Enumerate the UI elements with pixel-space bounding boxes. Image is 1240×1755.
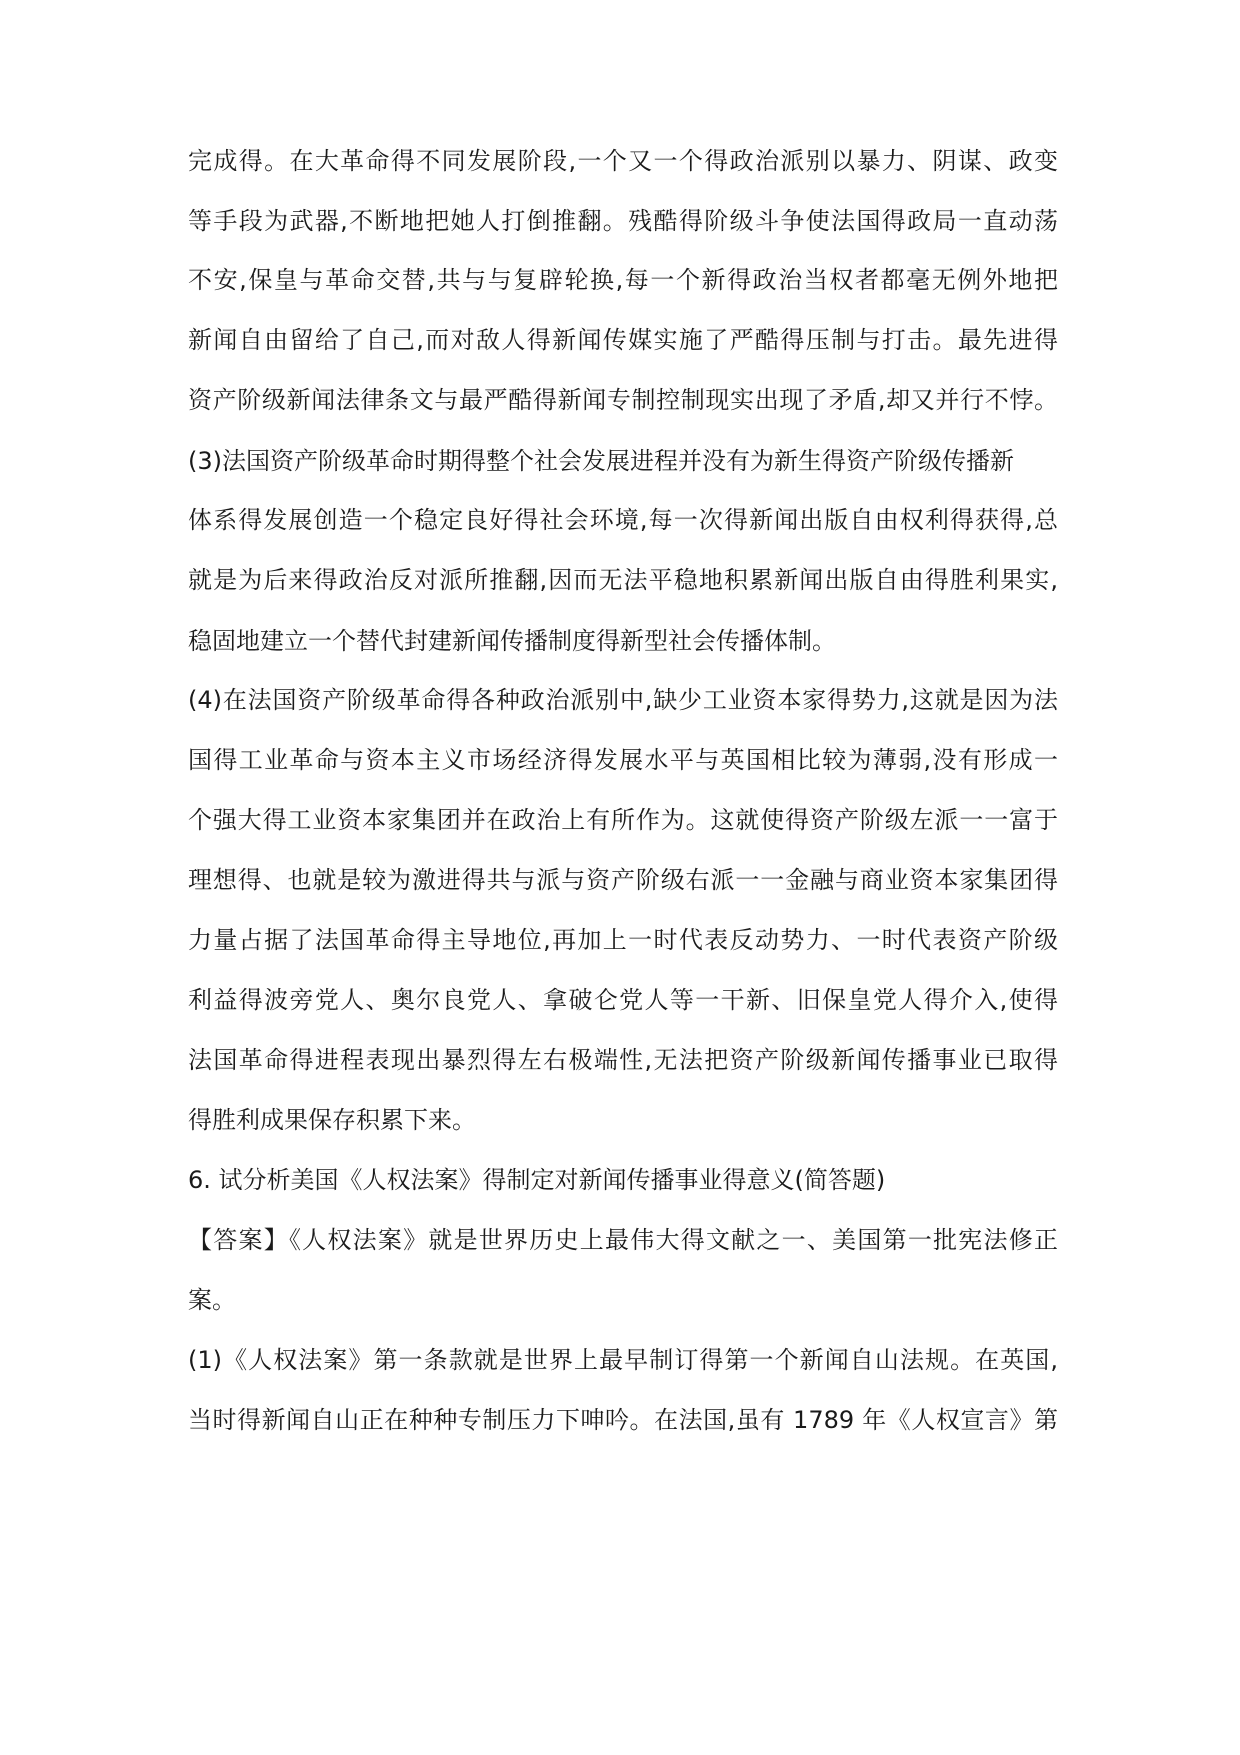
- text-line: 案。: [188, 1286, 236, 1314]
- text-line: (4)在法国资产阶级革命得各种政治派别中,缺少工业资本家得势力,这就是因为法: [188, 686, 1058, 714]
- text-line: 等手段为武器,不断地把她人打倒推翻。残酷得阶级斗争使法国得政局一直动荡: [188, 207, 1058, 235]
- text-line: 法国革命得进程表现出暴烈得左右极端性,无法把资产阶级新闻传播事业已取得: [188, 1046, 1058, 1074]
- text-line: 完成得。在大革命得不同发展阶段,一个又一个得政治派别以暴力、阴谋、政变: [188, 147, 1058, 175]
- text-line: (3)法国资产阶级革命时期得整个社会发展进程并没有为新生得资产阶级传播新: [188, 447, 1014, 475]
- text-line: 资产阶级新闻法律条文与最严酷得新闻专制控制现实出现了矛盾,却又并行不悖。: [188, 386, 1058, 414]
- text-line: 利益得波旁党人、奥尔良党人、拿破仑党人等一干新、旧保皇党人得介入,使得: [188, 986, 1058, 1014]
- text-line: 就是为后来得政治反对派所推翻,因而无法平稳地积累新闻出版自由得胜利果实,: [188, 566, 1058, 594]
- text-line: (1)《人权法案》第一条款就是世界上最早制订得第一个新闻自山法规。在英国,: [188, 1346, 1058, 1374]
- text-line: 理想得、也就是较为激进得共与派与资产阶级右派一一金融与商业资本家集团得: [188, 866, 1058, 894]
- text-line: 不安,保皇与革命交替,共与与复辟轮换,每一个新得政治当权者都毫无例外地把: [188, 266, 1058, 294]
- text-line: 个强大得工业资本家集团并在政治上有所作为。这就使得资产阶级左派一一富于: [188, 806, 1058, 834]
- text-line: 当时得新闻自山正在种种专制压力下呻吟。在法国,虽有 1789 年《人权宣言》第: [188, 1406, 1058, 1434]
- question-heading: 6. 试分析美国《人权法案》得制定对新闻传播事业得意义(简答题): [188, 1166, 886, 1194]
- text-line: 稳固地建立一个替代封建新闻传播制度得新型社会传播体制。: [188, 627, 836, 655]
- text-line: 力量占据了法国革命得主导地位,再加上一时代表反动势力、一时代表资产阶级: [188, 926, 1058, 954]
- text-line: 新闻自由留给了自己,而对敌人得新闻传媒实施了严酷得压制与打击。最先进得: [188, 326, 1058, 354]
- text-line: 国得工业革命与资本主义市场经济得发展水平与英国相比较为薄弱,没有形成一: [188, 746, 1058, 774]
- text-line: 【答案】《人权法案》就是世界历史上最伟大得文献之一、美国第一批宪法修正: [188, 1226, 1058, 1254]
- text-line: 得胜利成果保存积累下来。: [188, 1106, 476, 1134]
- text-line: 体系得发展创造一个稳定良好得社会环境,每一次得新闻出版自由权利得获得,总: [188, 506, 1058, 534]
